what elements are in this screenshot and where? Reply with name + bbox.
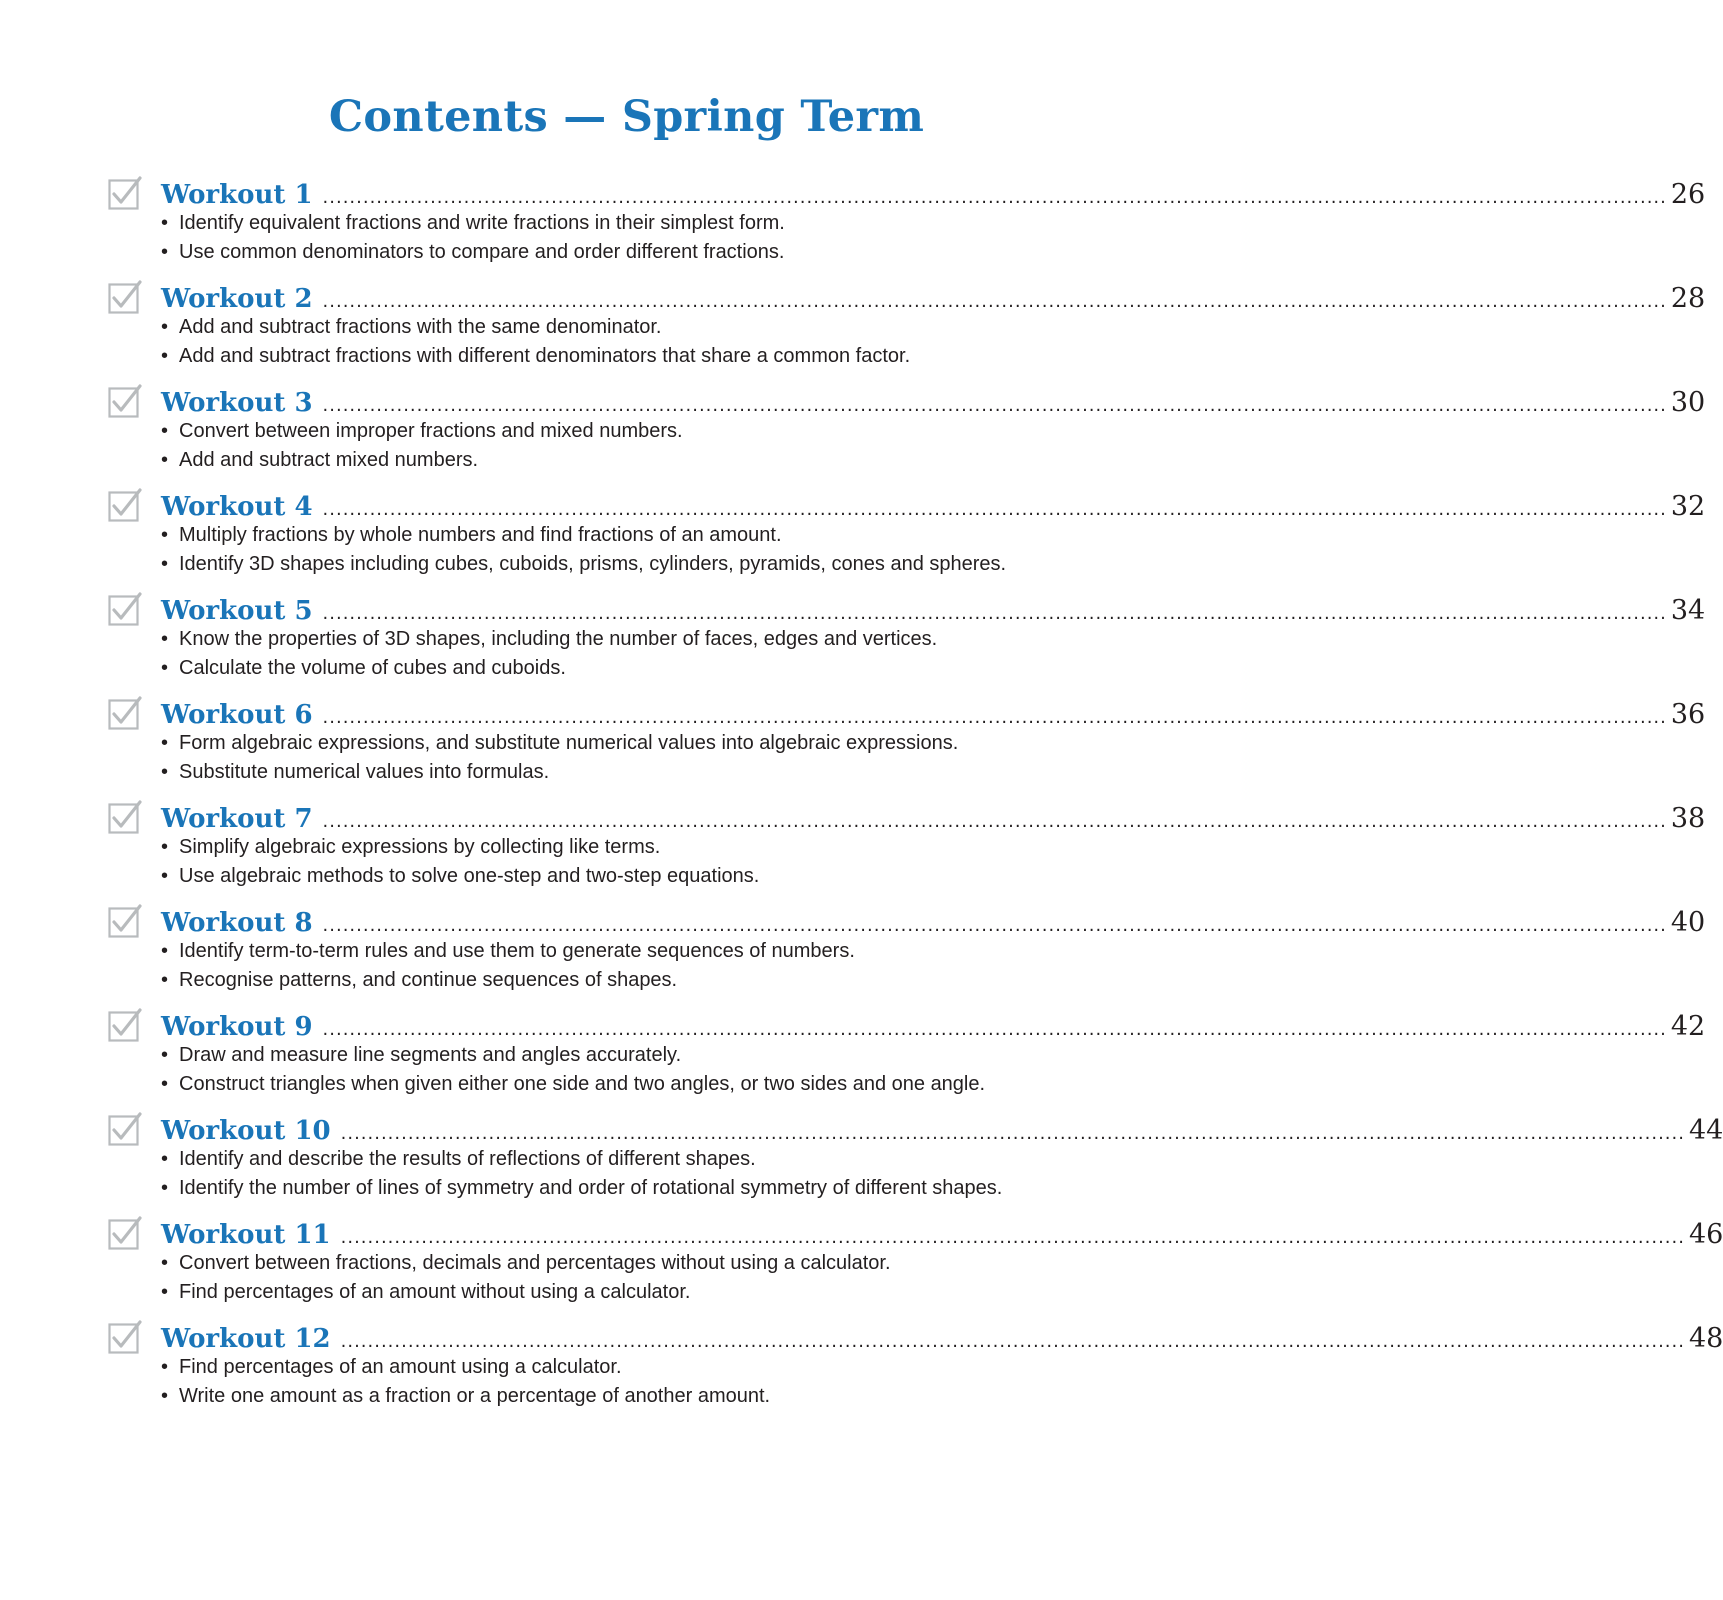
objective-item [161, 729, 1129, 758]
objective-item [161, 758, 1129, 787]
objective-text: Simplify algebraic expressions by collecting like terms. [179, 836, 661, 858]
objective-text: Find percentages of an amount using a calculator. [179, 1356, 622, 1378]
bullet-icon: • [161, 1385, 169, 1407]
objective-item [161, 966, 1129, 995]
objective-text: Use algebraic methods to solve one-step and two-step equations. [179, 865, 760, 887]
objective-text: Identify the number of lines of symmetry and order of rotational symmetry of different shapes. [179, 1177, 1003, 1199]
bullet-icon: • [161, 732, 169, 754]
objective-text: Identify term-to-term rules and use them to generate sequences of numbers. [179, 940, 855, 962]
bullet-icon: • [161, 1281, 169, 1303]
page-number: 42 [1670, 1011, 1706, 1042]
objective-text: Write one amount as a fraction or a percentage of another amount. [179, 1385, 771, 1407]
objectives-list [161, 209, 1129, 267]
checked-box-icon [108, 384, 138, 414]
bullet-icon: • [161, 836, 169, 858]
bullet-icon: • [161, 969, 169, 991]
objective-item [161, 313, 1129, 342]
objective-text: Identify equivalent fractions and write fractions in their simplest form. [179, 212, 785, 234]
objective-item [161, 417, 1129, 446]
bullet-icon: • [161, 345, 169, 367]
workout-title: Workout 3 [161, 388, 313, 418]
objective-item [161, 937, 1129, 966]
bullet-icon: • [161, 657, 169, 679]
toc-entry [107, 1108, 1723, 1212]
bullet-icon: • [161, 865, 169, 887]
objectives-list [161, 1249, 1129, 1307]
bullet-icon: • [161, 449, 169, 471]
page-title: Contents — Spring Term [328, 92, 925, 142]
objective-item [161, 862, 1129, 891]
objective-text: Draw and measure line segments and angles accurately. [179, 1044, 682, 1066]
toc-entry [107, 1004, 1706, 1108]
dot-leader: ........................................................................................................................................................................................................ [340, 1331, 1685, 1352]
bullet-icon: • [161, 761, 169, 783]
objectives-list [161, 729, 1129, 787]
bullet-icon: • [161, 1148, 169, 1170]
objective-text: Multiply fractions by whole numbers and find fractions of an amount. [179, 524, 782, 546]
objective-item [161, 1174, 1129, 1203]
objective-item [161, 209, 1129, 238]
dot-leader: ........................................................................................................................................................................................................ [340, 1123, 1685, 1144]
objective-text: Add and subtract fractions with different denominators that share a common factor. [179, 345, 911, 367]
toc-entry-heading [161, 1316, 1723, 1356]
toc-entry-heading [161, 900, 1706, 940]
toc-entry [107, 588, 1706, 692]
objective-text: Recognise patterns, and continue sequences of shapes. [179, 969, 678, 991]
page-number: 30 [1670, 387, 1706, 418]
bullet-icon: • [161, 1356, 169, 1378]
bullet-icon: • [161, 1073, 169, 1095]
checked-box-icon [108, 592, 138, 622]
objective-item [161, 833, 1129, 862]
bullet-icon: • [161, 524, 169, 546]
toc-entry [107, 276, 1706, 380]
contents-list [107, 172, 1723, 1420]
objective-item [161, 1041, 1129, 1070]
objective-item [161, 1382, 1129, 1411]
objective-text: Add and subtract fractions with the same denominator. [179, 316, 662, 338]
workout-title: Workout 9 [161, 1012, 313, 1042]
objective-item [161, 446, 1129, 475]
objective-text: Form algebraic expressions, and substitute numerical values into algebraic expressions. [179, 732, 959, 754]
page-number: 28 [1670, 283, 1706, 314]
checked-box-icon [108, 1112, 138, 1142]
toc-entry [107, 796, 1706, 900]
checked-box-icon [108, 1320, 138, 1350]
page-number: 38 [1670, 803, 1706, 834]
objective-text: Use common denominators to compare and order different fractions. [179, 241, 785, 263]
bullet-icon: • [161, 316, 169, 338]
toc-entry-heading [161, 484, 1706, 524]
objective-text: Calculate the volume of cubes and cuboids. [179, 657, 566, 679]
bullet-icon: • [161, 553, 169, 575]
objective-item [161, 238, 1129, 267]
dot-leader: ........................................................................................................................................................................................................ [322, 707, 1667, 728]
objective-text: Construct triangles when given either one side and two angles, or two sides and one angle. [179, 1073, 986, 1095]
bullet-icon: • [161, 628, 169, 650]
toc-entry-heading [161, 692, 1706, 732]
bullet-icon: • [161, 1044, 169, 1066]
checked-box-icon [108, 904, 138, 934]
objectives-list [161, 833, 1129, 891]
page-number: 36 [1670, 699, 1706, 730]
toc-entry-heading [161, 1004, 1706, 1044]
objective-item [161, 654, 1129, 683]
workout-title: Workout 7 [161, 804, 313, 834]
toc-entry-heading [161, 276, 1706, 316]
checked-box-icon [108, 800, 138, 830]
objective-item [161, 342, 1129, 371]
page-number: 48 [1688, 1323, 1723, 1354]
objective-text: Convert between improper fractions and mixed numbers. [179, 420, 683, 442]
bullet-icon: • [161, 212, 169, 234]
checked-box-icon [108, 488, 138, 518]
objective-text: Identify and describe the results of reflections of different shapes. [179, 1148, 756, 1170]
checked-box-icon [108, 1008, 138, 1038]
objectives-list [161, 1041, 1129, 1099]
objective-text: Find percentages of an amount without using a calculator. [179, 1281, 691, 1303]
page-number: 46 [1688, 1219, 1723, 1250]
checked-box-icon [108, 176, 138, 206]
page-number: 32 [1670, 491, 1706, 522]
objective-text: Convert between fractions, decimals and percentages without using a calculator. [179, 1252, 891, 1274]
page-number: 44 [1688, 1115, 1723, 1146]
workout-title: Workout 10 [161, 1116, 331, 1146]
dot-leader: ........................................................................................................................................................................................................ [322, 499, 1667, 520]
workout-title: Workout 6 [161, 700, 313, 730]
objective-item [161, 1278, 1129, 1307]
toc-entry [107, 380, 1706, 484]
objective-item [161, 1145, 1129, 1174]
toc-entry-heading [161, 796, 1706, 836]
objectives-list [161, 1145, 1129, 1203]
page-number: 34 [1670, 595, 1706, 626]
workout-title: Workout 2 [161, 284, 313, 314]
checked-box-icon [108, 280, 138, 310]
objective-text: Substitute numerical values into formulas. [179, 761, 550, 783]
objective-item [161, 1070, 1129, 1099]
workout-title: Workout 4 [161, 492, 313, 522]
workout-title: Workout 1 [161, 180, 313, 210]
dot-leader: ........................................................................................................................................................................................................ [322, 291, 1667, 312]
objective-text: Identify 3D shapes including cubes, cuboids, prisms, cylinders, pyramids, cones and spheres. [179, 553, 1007, 575]
toc-entry-heading [161, 1212, 1723, 1252]
objective-text: Know the properties of 3D shapes, including the number of faces, edges and vertices. [179, 628, 938, 650]
workout-title: Workout 11 [161, 1220, 331, 1250]
dot-leader: ........................................................................................................................................................................................................ [322, 811, 1667, 832]
bullet-icon: • [161, 1252, 169, 1274]
objective-item [161, 521, 1129, 550]
objectives-list [161, 937, 1129, 995]
bullet-icon: • [161, 1177, 169, 1199]
toc-entry [107, 1316, 1723, 1420]
toc-entry-heading [161, 1108, 1723, 1148]
workout-title: Workout 8 [161, 908, 313, 938]
workout-title: Workout 5 [161, 596, 313, 626]
bullet-icon: • [161, 241, 169, 263]
toc-entry [107, 692, 1706, 796]
toc-entry [107, 900, 1706, 1004]
dot-leader: ........................................................................................................................................................................................................ [322, 915, 1667, 936]
objectives-list [161, 1353, 1129, 1411]
page-number: 40 [1670, 907, 1706, 938]
bullet-icon: • [161, 420, 169, 442]
dot-leader: ........................................................................................................................................................................................................ [322, 187, 1667, 208]
toc-entry-heading [161, 172, 1706, 212]
page-number: 26 [1670, 179, 1706, 210]
dot-leader: ........................................................................................................................................................................................................ [322, 603, 1667, 624]
objectives-list [161, 521, 1129, 579]
toc-entry-heading [161, 588, 1706, 628]
dot-leader: ........................................................................................................................................................................................................ [322, 1019, 1667, 1040]
objective-item [161, 1353, 1129, 1382]
dot-leader: ........................................................................................................................................................................................................ [322, 395, 1667, 416]
toc-entry [107, 172, 1706, 276]
checked-box-icon [108, 696, 138, 726]
toc-entry-heading [161, 380, 1706, 420]
objectives-list [161, 625, 1129, 683]
toc-entry [107, 484, 1706, 588]
bullet-icon: • [161, 940, 169, 962]
objective-item [161, 550, 1129, 579]
objective-item [161, 625, 1129, 654]
dot-leader: ........................................................................................................................................................................................................ [340, 1227, 1685, 1248]
objectives-list [161, 313, 1129, 371]
objective-text: Add and subtract mixed numbers. [179, 449, 479, 471]
objective-item [161, 1249, 1129, 1278]
objectives-list [161, 417, 1129, 475]
workout-title: Workout 12 [161, 1324, 331, 1354]
checked-box-icon [108, 1216, 138, 1246]
toc-entry [107, 1212, 1723, 1316]
